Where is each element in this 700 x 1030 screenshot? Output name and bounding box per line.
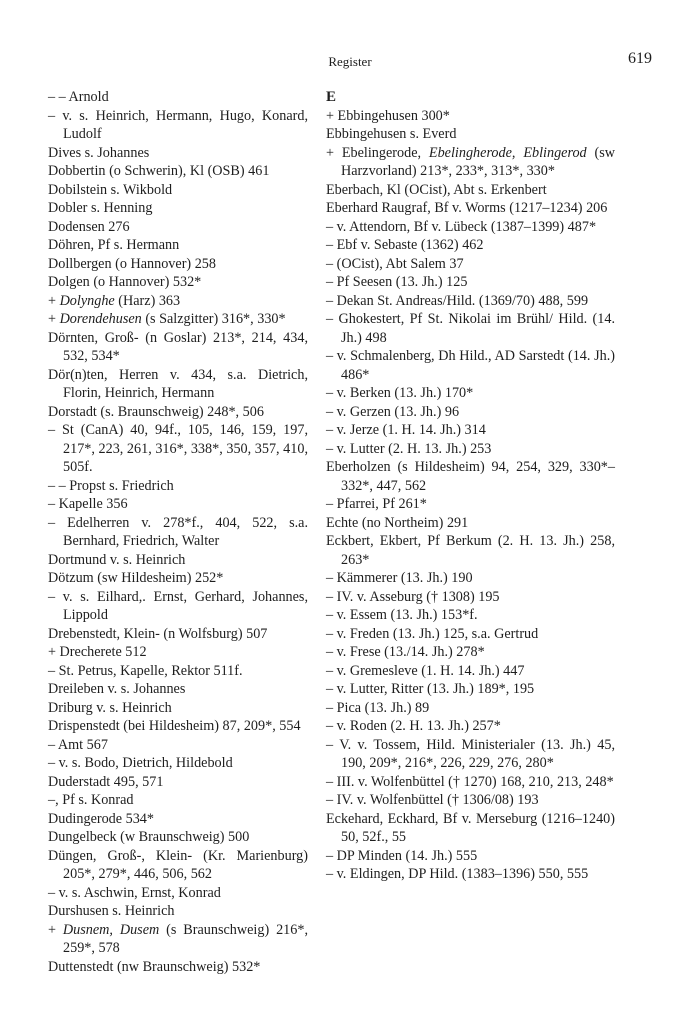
index-entry: – Pica (13. Jh.) 89 (326, 699, 430, 716)
index-entry: Döhren, Pf s. Hermann (48, 237, 180, 253)
italic-place-name: Dolynghe (59, 292, 115, 309)
index-entry: – Pfarrei, Pf 261* (326, 496, 427, 512)
index-entry: Eberbach, Kl (OCist), Abt s. Erkenbert (326, 181, 547, 198)
index-entry: – III. v. Wolfenbüttel († 1270) 168, 210, 213, 248* (326, 773, 614, 790)
index-entry: Dobler s. Henning (48, 200, 153, 216)
index-entry: – v. Frese (13./14. Jh.) 278* (326, 644, 485, 660)
index-entry: – V. v. Tossem, Hild. Ministerialer (13. Jh.) 45, 190, 209*, 216*, 226, 229, 276, 280* (326, 736, 615, 771)
index-entry: – v. Eldingen, DP Hild. (1383–1396) 550, 555 (326, 866, 589, 882)
italic-place-name: Ebelingherode, Eblingerod (428, 144, 587, 161)
index-entry: – Ebf v. Sebaste (1362) 462 (326, 237, 484, 253)
index-entry: Eckehard, Eckhard, Bf v. Merseburg (1216–1240) 50, 52f., 55 (326, 810, 615, 845)
index-entry: – Amt 567 (48, 736, 108, 753)
index-entry: – v. s. Aschwin, Ernst, Konrad (48, 884, 221, 901)
index-entry: Dobbertin (o Schwerin), Kl (OSB) 461 (48, 163, 270, 179)
index-entry: – (OCist), Abt Salem 37 (326, 255, 464, 272)
index-entry: Dorstadt (s. Braunschweig) 248*, 506 (48, 403, 264, 420)
index-entry: + Drecherete 512 (48, 644, 147, 660)
index-entry: – v. Schmalenberg, Dh Hild., AD Sarstedt (14. Jh.) 486* (326, 348, 615, 383)
index-entry: Echte (no Northeim) 291 (326, 514, 469, 531)
index-entry: Drebenstedt, Klein- (n Wolfsburg) 507 (48, 625, 268, 642)
index-entry: – v. Attendorn, Bf v. Lübeck (1387–1399) 487* (326, 218, 597, 235)
index-entry: Düngen, Groß-, Klein- (Kr. Marienburg) 205*, 279*, 446, 506, 562 (48, 847, 308, 882)
index-entry: – v. Freden (13. Jh.) 125, s.a. Gertrud (326, 625, 539, 642)
index-entry: Eberholzen (s Hildesheim) 94, 254, 329, 330*–332*, 447, 562 (326, 459, 615, 494)
index-entry: Eckbert, Ekbert, Pf Berkum (2. H. 13. Jh.) 258, 263* (326, 533, 615, 568)
index-entry: + Dusnem, Dusem (s Braunschweig) 216*, 259*, 578 (48, 921, 308, 956)
index-entry: – IV. v. Asseburg († 1308) 195 (326, 588, 500, 605)
index-entry: – v. s. Eilhard,. Ernst, Gerhard, Johannes, Lippold (48, 588, 308, 623)
index-entry: – Kämmerer (13. Jh.) 190 (326, 570, 473, 586)
index-entry: Dötzum (sw Hildesheim) 252* (48, 570, 224, 586)
index-entry: – Dekan St. Andreas/Hild. (1369/70) 488, 599 (326, 292, 589, 309)
index-entry: Dungelbeck (w Braunschweig) 500 (48, 829, 250, 845)
index-entry: – – Propst s. Friedrich (48, 477, 174, 494)
index-entry: Dodensen 276 (48, 218, 130, 235)
index-entry: – St. Petrus, Kapelle, Rektor 511f. (48, 662, 243, 679)
index-entry: Drispenstedt (bei Hildesheim) 87, 209*, 554 (48, 718, 301, 734)
index-entry: Dobilstein s. Wikbold (48, 181, 173, 198)
index-entry: – IV. v. Wolfenbüttel († 1306/08) 193 (326, 792, 539, 808)
index-entry: Ebbingehusen s. Everd (326, 126, 457, 142)
index-entry: + Ebelingerode, Ebelingherode, Eblingerod (sw Harzvorland) 213*, 233*, 313*, 330* (326, 144, 615, 179)
index-entry: Dollbergen (o Hannover) 258 (48, 255, 216, 272)
index-entry: – – Arnold (48, 89, 109, 105)
index-entry: – DP Minden (14. Jh.) 555 (326, 847, 478, 864)
index-entry: – v. Essem (13. Jh.) 153*f. (326, 607, 478, 623)
index-entry: Durshusen s. Heinrich (48, 903, 175, 919)
running-head: Register (328, 54, 372, 69)
index-entry: – v. s. Bodo, Dietrich, Hildebold (48, 755, 233, 771)
index-entry: Driburg v. s. Heinrich (48, 699, 172, 716)
index-entry: Duttenstedt (nw Braunschweig) 532* (48, 958, 261, 975)
index-entry: – v. Jerze (1. H. 14. Jh.) 314 (326, 422, 486, 438)
index-entry: Dörnten, Groß- (n Goslar) 213*, 214, 434, 532, 534* (48, 329, 308, 364)
index-entry: – Kapelle 356 (48, 496, 128, 512)
index-entry: – v. s. Heinrich, Hermann, Hugo, Konard, Ludolf (48, 107, 308, 142)
right-column (326, 88, 615, 884)
index-entry: Dör(n)ten, Herren v. 434, s.a. Dietrich, Florin, Heinrich, Hermann (48, 366, 308, 401)
section-letter: E (326, 89, 337, 105)
index-entry: Dreileben v. s. Johannes (48, 681, 186, 697)
page-number: 619 (628, 50, 652, 67)
index-entry: – v. Roden (2. H. 13. Jh.) 257* (326, 718, 501, 734)
index-entry: – Ghokestert, Pf St. Nikolai im Brühl/ Hild. (14. Jh.) 498 (326, 311, 615, 346)
index-entry: – Edelherren v. 278*f., 404, 522, s.a. Bernhard, Friedrich, Walter (48, 514, 308, 549)
index-entry: – Pf Seesen (13. Jh.) 125 (326, 274, 468, 290)
index-entry: – St (CanA) 40, 94f., 105, 146, 159, 197, 217*, 223, 261, 316*, 338*, 350, 357, 410, 505f. (48, 422, 308, 475)
index-entry: + Ebbingehusen 300* (326, 107, 450, 124)
index-entry: Dolgen (o Hannover) 532* (48, 274, 202, 290)
italic-place-name: Dusnem, Dusem (62, 921, 160, 938)
index-entry: –, Pf s. Konrad (48, 792, 134, 808)
index-entry: + Dolynghe (Harz) 363 (48, 292, 181, 309)
index-entry: – v. Lutter, Ritter (13. Jh.) 189*, 195 (326, 681, 535, 697)
index-entry: Dortmund v. s. Heinrich (48, 551, 186, 568)
index-entry: Eberhard Raugraf, Bf v. Worms (1217–1234) 206 (326, 200, 608, 216)
italic-place-name: Dorendehusen (59, 311, 142, 327)
left-column (48, 88, 308, 976)
index-entry: – v. Berken (13. Jh.) 170* (326, 385, 474, 401)
index-entry: – v. Gremesleve (1. H. 14. Jh.) 447 (326, 662, 525, 679)
index-entry: Dives s. Johannes (48, 144, 150, 161)
index-entry: – v. Gerzen (13. Jh.) 96 (326, 403, 460, 420)
page-header (48, 50, 652, 74)
index-entry: + Dorendehusen (s Salzgitter) 316*, 330* (48, 311, 286, 327)
index-entry: Dudingerode 534* (48, 810, 154, 827)
index-entry: – v. Lutter (2. H. 13. Jh.) 253 (326, 440, 492, 457)
index-entry: Duderstadt 495, 571 (48, 773, 164, 790)
